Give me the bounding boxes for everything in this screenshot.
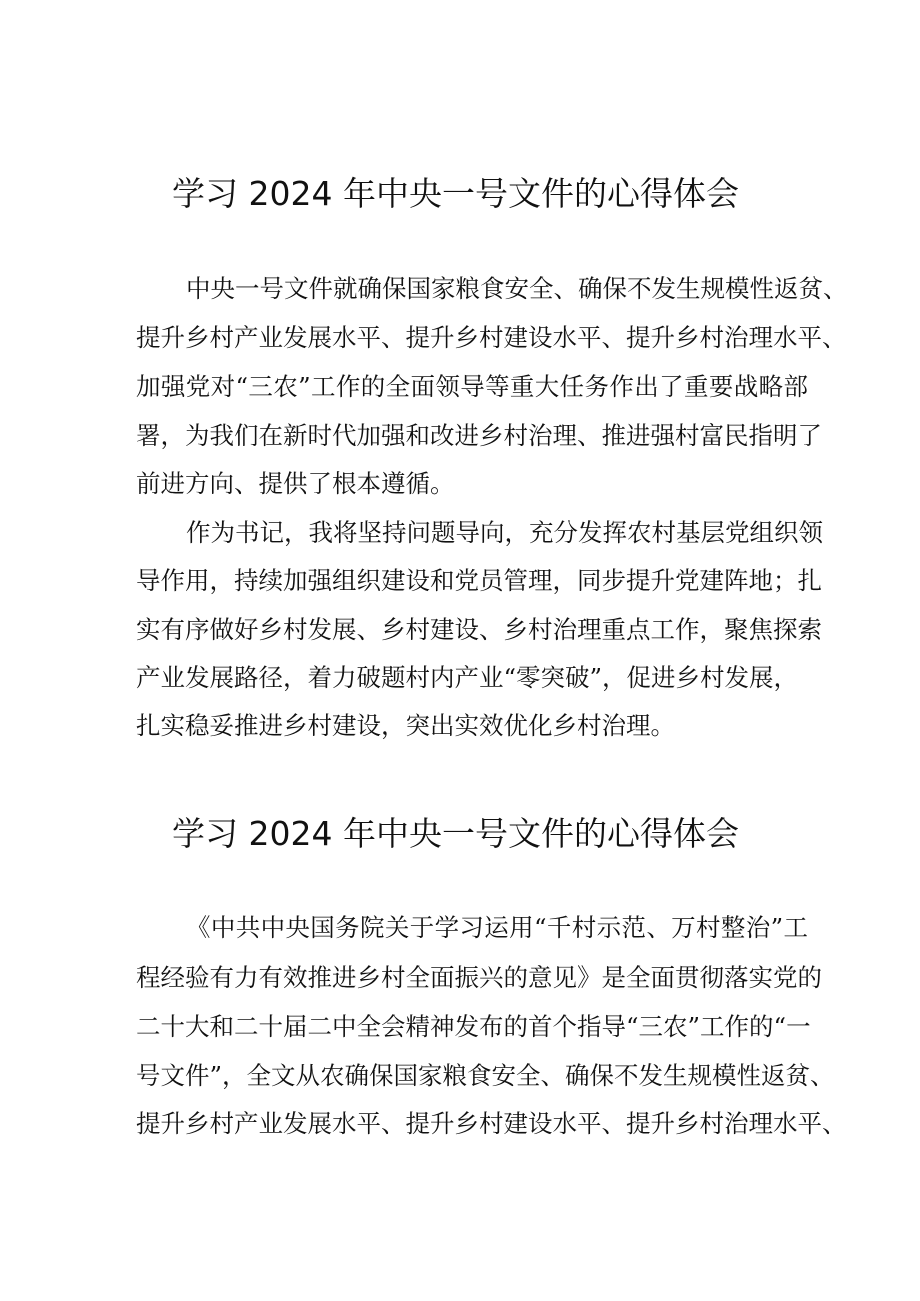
paragraph-line: 署，为我们在新时代加强和改进乡村治理、推进强村富民指明了 [136,421,822,450]
paragraph-line: 实有序做好乡村发展、乡村建设、乡村治理重点工作，聚焦探索 [136,615,822,644]
paragraph-line: 号文件”，全文从农确保国家粮食安全、确保不发生规模性返贫、 [136,1061,835,1090]
paragraph-line: 提升乡村产业发展水平、提升乡村建设水平、提升乡村治理水平、 [136,323,847,352]
paragraph-line: 前进方向、提供了根本遵循。 [136,469,455,498]
section-1-title: 学习 2024 年中央一号文件的心得体会 [172,174,739,213]
paragraph-line: 导作用，持续加强组织建设和党员管理，同步提升党建阵地；扎 [136,566,822,595]
paragraph-line: 产业发展路径，着力破题村内产业“零突破”，促进乡村发展， [136,663,799,692]
paragraph-line: 程经验有力有效推进乡村全面振兴的意见》是全面贯彻落实党的 [136,963,822,992]
paragraph-line: 提升乡村产业发展水平、提升乡村建设水平、提升乡村治理水平、 [136,1109,847,1138]
paragraph-line: 作为书记，我将坚持问题导向，充分发挥农村基层党组织领 [186,518,823,547]
paragraph-line: 加强党对“三农”工作的全面领导等重大任务作出了重要战略部 [136,372,808,401]
section-2-title: 学习 2024 年中央一号文件的心得体会 [172,814,739,853]
paragraph-line: 扎实稳妥推进乡村建设，突出实效优化乡村治理。 [136,711,675,740]
paragraph-line: 中央一号文件就确保国家粮食安全、确保不发生规模性返贫、 [186,274,848,303]
paragraph-line: 《中共中央国务院关于学习运用“千村示范、万村整治”工 [186,913,808,942]
paragraph-line: 二十大和二十届二中全会精神发布的首个指导“三农”工作的“一 [136,1012,811,1041]
